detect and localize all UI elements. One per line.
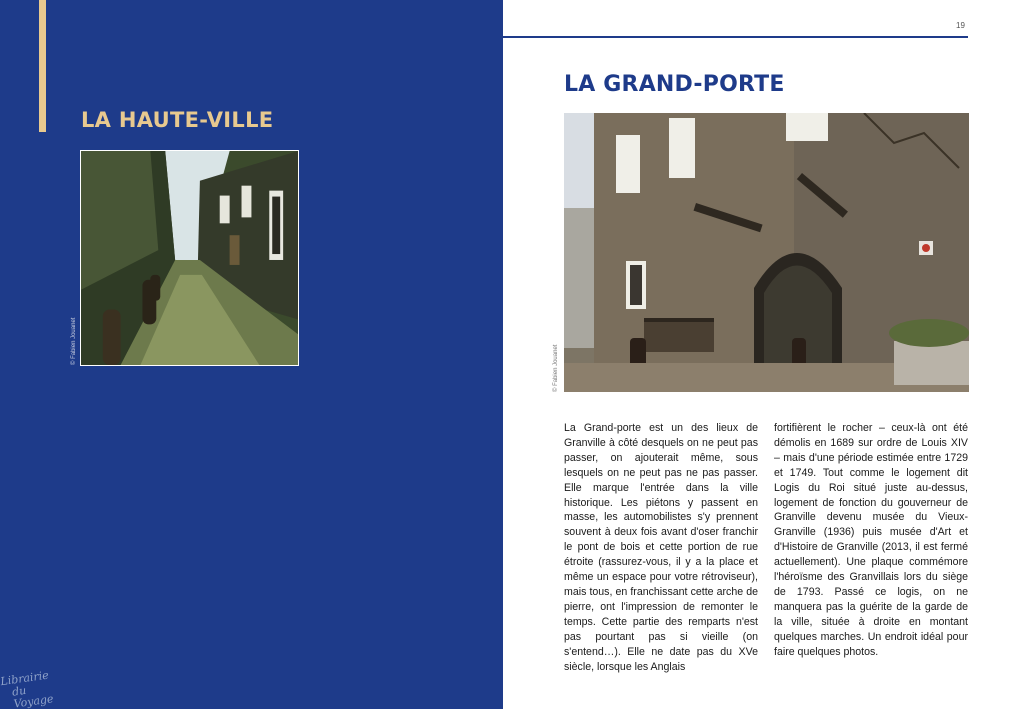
photo-credit-right: © Fabien Jouanet (553, 344, 559, 392)
haute-ville-street-illustration (81, 151, 298, 365)
logo-line-2: du Voyage (11, 683, 55, 711)
haute-ville-street-photo (80, 150, 299, 366)
accent-bar (39, 0, 46, 132)
left-page (0, 0, 503, 709)
grand-porte-illustration (564, 113, 969, 392)
page-number: 19 (956, 21, 965, 30)
grand-porte-photo (564, 113, 969, 392)
logo-line-1: Librairie (0, 668, 50, 689)
section-title: LA HAUTE-VILLE (81, 108, 274, 132)
article-title: LA GRAND-PORTE (564, 72, 785, 97)
body-column-1: La Grand-porte est un des lieux de Granville à côté desquels on ne peut pas passer, on ajouterait même, sous lesquels on ne peut pas ne pas passer. Elle marque l'entrée dans la ville historique. Les piétons y passent en masse, les automobilistes s'y prennent souvent à deux fois avant d'oser franchir le pont de bois et cette portion de rue étroite (rassurez-vous, il y a la place et même un espace pour votre rétroviseur), mais tous, en franchissant cette arche de pierre, ont l'impression de remonter le temps. Cette partie des remparts n'est pas pourtant pas si vieille (on s'entend…). Elle ne date pas du XVe siècle, lorsque les Anglais (564, 422, 758, 673)
photo-credit-left: © Fabien Jouanet (71, 317, 77, 365)
header-rule (503, 36, 968, 38)
body-column-2: fortifièrent le rocher – ceux-là ont été démolis en 1689 sur ordre de Louis XIV – mais d'une période estimée entre 1729 et 1749. Tout comme le logement dit Logis du Roi situé juste au-dessus, logement de fonction du gouverneur de Granville devenu musée du Vieux-Granville (1936) puis musée d'Art et d'Histoire de Granville (2013, il est fermé actuellement). Une plaque commémore l'héroïsme des Granvillais lors du siège de 1793. Passé ce logis, on ne manquera pas la guérite de la garde de la ville, située à droite en montant quelques marches. Un endroit idéal pour faire quelques photos. (774, 422, 968, 658)
librairie-du-voyage-logo (0, 668, 64, 712)
